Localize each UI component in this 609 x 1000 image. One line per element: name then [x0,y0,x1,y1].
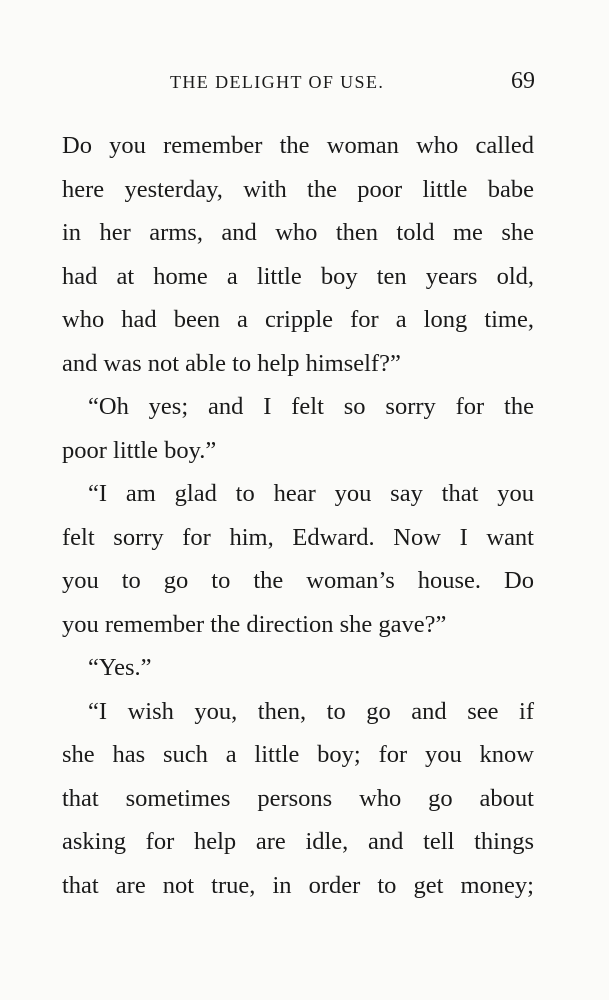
text-line: in her arms, and who then told me she [62,219,534,246]
text-line: “I am glad to hear you say that you [88,480,534,507]
body-text [62,124,534,907]
text-line: “I wish you, then, to go and see if [88,697,534,725]
text-line: here yesterday, with the poor little babe [62,175,534,203]
text-line: felt sorry for him, Edward. Now I want [62,523,534,551]
text-line: “Oh yes; and I felt so sorry for the [88,393,534,420]
page-number: 69 [511,68,535,94]
text-line: that are not true, in order to get money; [62,871,534,899]
running-head [170,70,535,100]
text-line: “Yes.” [88,654,152,681]
text-line: who had been a cripple for a long time, [62,306,534,333]
text-line: and was not able to help himself?” [62,349,401,377]
text-line: poor little boy.” [62,436,217,464]
text-line: asking for help are idle, and tell things [62,828,534,855]
text-line: you remember the direction she gave?” [62,610,447,638]
running-title: THE DELIGHT OF USE. [170,72,385,92]
text-line: you to go to the woman’s house. Do [62,567,534,594]
text-line: she has such a little boy; for you know [62,741,534,768]
text-line: that sometimes persons who go about [62,784,534,812]
text-line: Do you remember the woman who called [62,132,534,159]
text-line: had at home a little boy ten years old, [62,262,534,290]
